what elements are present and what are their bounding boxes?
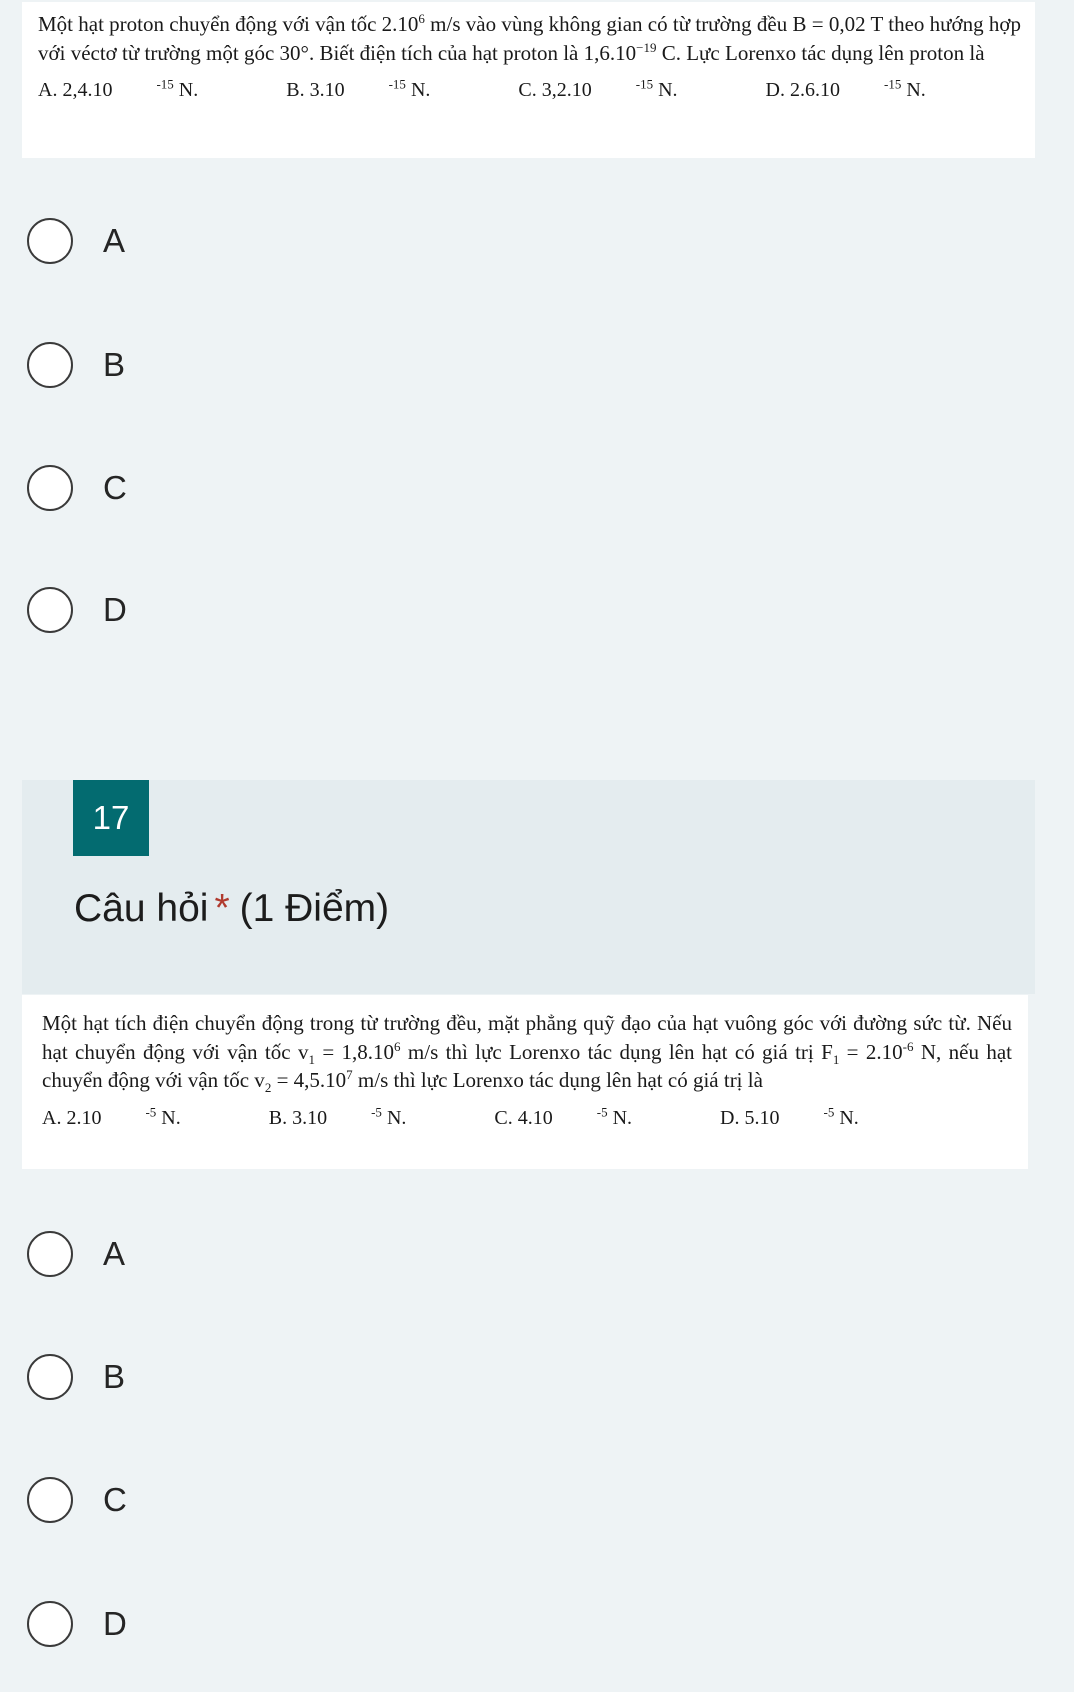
choice-b: B. 3.10 $^{-15}$ N. (286, 76, 431, 101)
choice-c: C. 3,2.10 $^{-15}$ N. (518, 76, 678, 101)
points-label: (1 Điểm) (239, 887, 390, 930)
radio-button[interactable] (27, 1477, 73, 1523)
option-label: C (103, 1481, 127, 1518)
q16-option-d[interactable] (27, 580, 127, 640)
question-17-header (22, 780, 1035, 994)
question-17-text: Một hạt tích điện chuyển động trong từ trường đều, mặt phẳng quỹ đạo của hạt vuông góc với đường sức từ. Nếu hạt chuyển động với vận tốc $v_1 = 1,8.10^6$ m/s thì lực Lorenxo tác dụng lên hạt có giá trị $F_1 = 2.10^{-6}$ N, nếu hạt chuyển động với vận tốc $v_2 = 4,5.10^7$ m/s thì lực Lorenxo tác dụng lên hạt có giá trị là (42, 1011, 1013, 1096)
radio-button[interactable] (27, 465, 73, 511)
q17-option-b[interactable] (27, 1347, 125, 1407)
option-label: C (103, 469, 127, 506)
question-title: Câu hỏi * (1 Điểm) (74, 887, 390, 930)
option-label: D (103, 1605, 127, 1642)
q16-option-a[interactable] (27, 211, 125, 271)
q16-option-c[interactable] (27, 458, 127, 518)
required-marker: * (214, 887, 230, 930)
question-17-image (22, 995, 1028, 1169)
option-label: D (103, 591, 127, 628)
q16-option-b[interactable] (27, 335, 125, 395)
option-label: B (103, 346, 126, 383)
choice-c: C. 4.10 $^{-5}$ N. (494, 1103, 633, 1129)
choice-d: D. 2.6.10 $^{-15}$ N. (765, 76, 926, 101)
radio-button[interactable] (27, 1231, 73, 1277)
q17-option-d[interactable] (27, 1594, 127, 1654)
question-16-choices (38, 76, 1021, 102)
option-label: B (103, 1358, 126, 1395)
option-label: A (103, 1235, 126, 1272)
radio-button[interactable] (27, 1601, 73, 1647)
choice-a: A. 2,4.10 $^{-15}$ N. (38, 76, 199, 101)
question-17-choices (42, 1103, 1012, 1130)
q17-option-a[interactable] (27, 1224, 125, 1284)
q17-option-c[interactable] (27, 1470, 127, 1530)
choice-b: B. 3.10 $^{-5}$ N. (268, 1103, 407, 1129)
option-label: A (103, 222, 126, 259)
radio-button[interactable] (27, 218, 73, 264)
radio-button[interactable] (27, 342, 73, 388)
radio-button[interactable] (27, 587, 73, 633)
question-number-badge: 17 (73, 780, 149, 856)
question-16-text: Một hạt proton chuyển động với vận tốc 2.10$^6$ m/s vào vùng không gian có từ trường đều B = 0,02 T theo hướng hợp với véctơ từ trường một góc 30°. Biết điện tích của hạt proton là $1,6.10^{-19}$ C. Lực Lorenxo tác dụng lên proton là (38, 11, 1022, 65)
radio-button[interactable] (27, 1354, 73, 1400)
choice-d: D. 5.10 $^{-5}$ N. (720, 1103, 859, 1129)
choice-a: A. 2.10 $^{-5}$ N. (42, 1103, 181, 1129)
question-16-image (22, 2, 1035, 158)
